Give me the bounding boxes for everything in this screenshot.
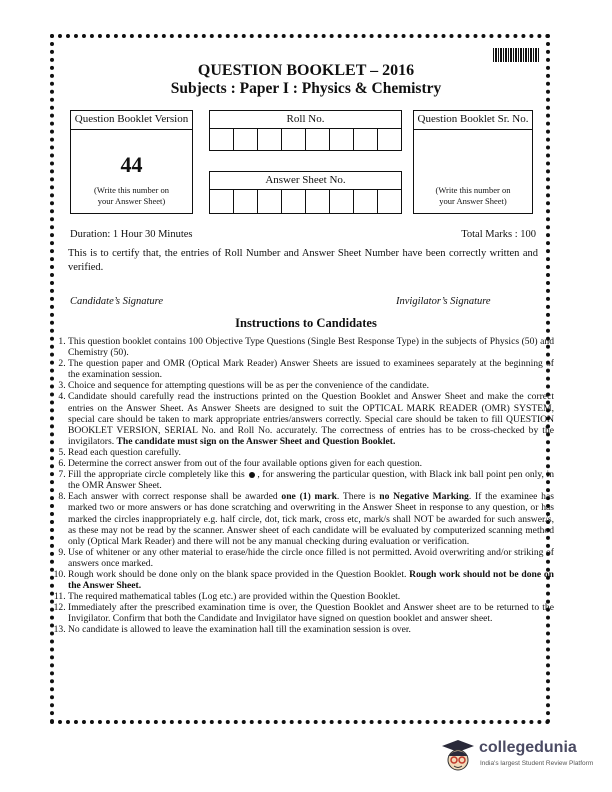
version-note-1: (Write this number on: [94, 185, 169, 195]
list-item: [68, 591, 554, 602]
list-item: [68, 624, 554, 635]
list-item: [68, 447, 554, 458]
collegedunia-logo[interactable]: [436, 736, 594, 776]
filled-circle-icon: [249, 472, 255, 478]
instruction-text: Fill the appropriate circle completely like this: [68, 469, 245, 481]
version-note-2: your Answer Sheet): [97, 196, 166, 206]
list-item: [68, 569, 554, 591]
version-label: Question Booklet Version: [71, 111, 192, 130]
instruction-text: No candidate is allowed to leave the examination hall till the examination session is over.: [68, 624, 411, 636]
instruction-text: . If the examinee has marked two or more answers or has done scratching and overwriting in the Answer Sheet in response to any question, or has marked the circles inappropriately e.g. half circle, dot, tick mark, cross etc, mark/s shall NOT be awarded for such answer/s, as these may not be read by the scanner. Answer sheet of each candidate will be evaluated by computerized scanning method only (Optical Mark Reader) and there will not be any manual checking during evaluation or verification.: [68, 491, 554, 547]
version-number: 44: [120, 152, 143, 177]
list-item: [68, 491, 554, 546]
barcode: [493, 48, 539, 62]
roll-no-label-box: [209, 110, 402, 129]
list-item: [68, 391, 554, 446]
serial-note-1: (Write this number on: [435, 185, 511, 195]
instruction-text: This question booklet contains 100 Objective Type Questions (Single Best Response Type) in the subjects of Physics (50) and Chemistry (50).: [68, 336, 554, 359]
roll-no-label: Roll No.: [286, 113, 325, 125]
instruction-text: Candidate should carefully read the instructions printed on the Question Booklet and Answer Sheet and make the correct entries on the Answer Sheet. As Answer Sheets are designed to suit the OPTICAL MARK READER (OMR) SYSTEM, special care should be taken to mark appropriate entries/answers correctly. Special care should be taken to fill QUESTION BOOKLET VERSION, SERIAL No. and Roll No. accurately. The correctness of entries has to be cross-checked by the invigilators.: [68, 391, 554, 447]
instructions-list: [52, 336, 554, 636]
roll-no-cells[interactable]: [209, 128, 402, 151]
serial-note-2: your Answer Sheet): [439, 196, 507, 206]
list-item: [68, 469, 554, 491]
instruction-bold: The candidate must sign on the Answer Sheet and Question Booklet.: [116, 435, 396, 447]
instruction-text: The question paper and OMR (Optical Mark Reader) Answer Sheets are issued to examinees separately at the beginning of the examination session.: [68, 358, 554, 381]
instruction-text: Choice and sequence for attempting questions will be as per the convenience of the candidate.: [68, 380, 429, 392]
instruction-bold: Rough work should not be done on the Answer Sheet.: [68, 568, 554, 592]
instruction-text: Immediately after the prescribed examination time is over, the Question Booklet and Answer sheet are to be returned to the Invigilator. Confirm that both the Candidate and Invigilator have signed on question booklet and answer sheet.: [68, 602, 554, 625]
list-item: [68, 602, 554, 624]
candidate-signature: Candidate’s Signature: [70, 296, 164, 307]
serial-label: Question Booklet Sr. No.: [414, 111, 532, 130]
instruction-text: Read each question carefully.: [68, 446, 181, 458]
version-box: [70, 110, 193, 214]
instruction-text: Each answer with correct response shall be awarded: [68, 491, 278, 503]
instruction-text: The required mathematical tables (Log etc.) are provided within the Question Booklet.: [68, 591, 401, 603]
duration: Duration: 1 Hour 30 Minutes: [70, 229, 193, 240]
instruction-text: Use of whitener or any other material to erase/hide the circle once filled is not permitted. Avoid overwriting and/or striking of answers once marked.: [68, 546, 554, 569]
list-item: [68, 336, 554, 358]
booklet-title: QUESTION BOOKLET – 2016: [197, 62, 415, 79]
instruction-text: Rough work should be done only on the blank space provided in the Question Booklet.: [68, 568, 407, 580]
list-item: [68, 547, 554, 569]
instruction-bold: no Negative Marking: [379, 491, 469, 503]
instruction-text: Determine the correct answer from out of the four available options given for each question.: [68, 458, 423, 470]
invigilator-signature: Invigilator’s Signature: [396, 296, 491, 307]
subject-title: Subjects : Paper I : Physics & Chemistry: [170, 80, 442, 97]
serial-box: [413, 110, 533, 214]
instruction-text: , for answering the particular question, with Black ink ball point pen only, in the OMR Answer Sheet.: [68, 469, 554, 492]
logo-tagline: India's largest Student Review Platform: [480, 760, 594, 767]
mascot-icon: [436, 736, 476, 776]
list-item: [68, 358, 554, 380]
instruction-bold: one (1) mark: [281, 491, 337, 503]
list-item: [68, 458, 554, 469]
logo-name: collegedunia: [479, 739, 577, 756]
list-item: [68, 380, 554, 391]
answer-sheet-cells[interactable]: [209, 189, 402, 214]
certify-text: This is to certify that, the entries of Roll Number and Answer Sheet Number have been correctly written and verified.: [68, 248, 538, 273]
instruction-text: . There is: [336, 491, 376, 503]
total-marks: Total Marks : 100: [461, 229, 536, 240]
instructions-title: Instructions to Candidates: [235, 316, 377, 330]
answer-sheet-label: Answer Sheet No.: [265, 174, 346, 186]
answer-sheet-label-box: [209, 171, 402, 190]
